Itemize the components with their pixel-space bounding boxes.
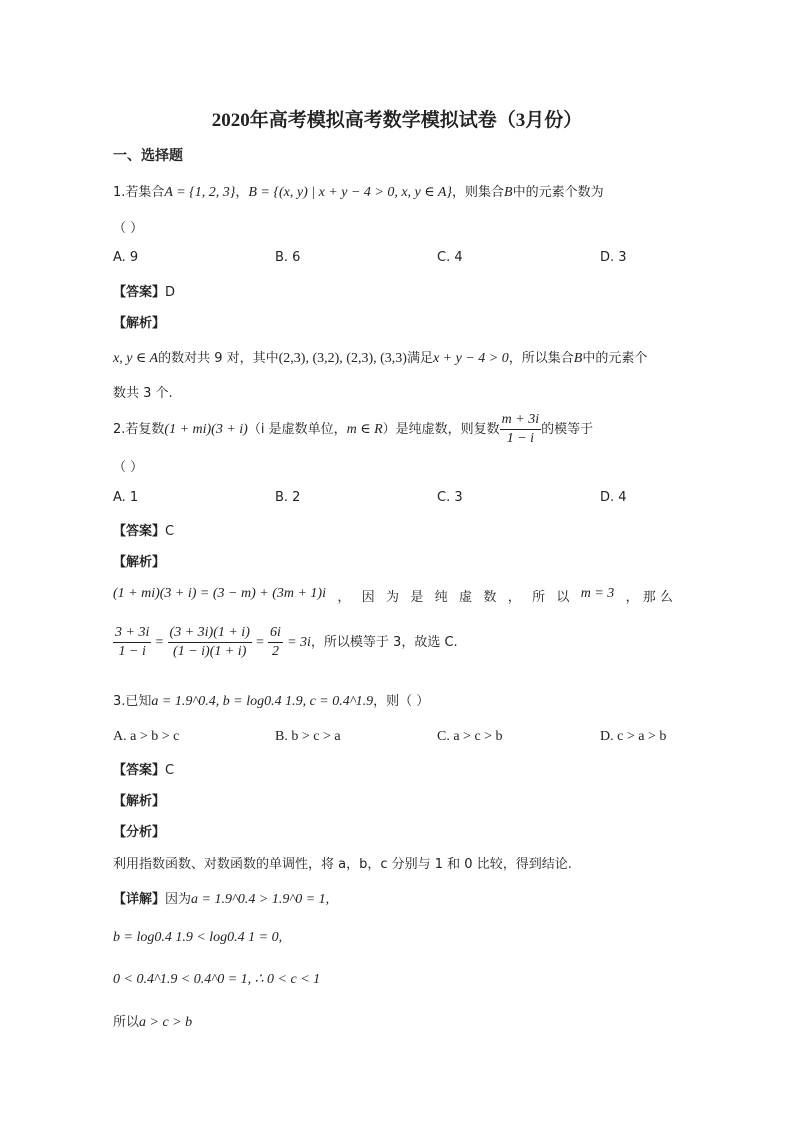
- q3-answer-value: C: [165, 763, 175, 778]
- q1-exp-d: 中的元素个: [582, 351, 648, 366]
- q1-explanation-line2: 数共 3 个.: [113, 386, 173, 401]
- q2-exp-word: 是: [410, 590, 424, 605]
- q3-option-d-text: D. c > a > b: [600, 729, 667, 744]
- q2-exp-word: ，: [507, 590, 521, 605]
- q3-option-b: [275, 729, 341, 745]
- q2-exp-word: 纯: [434, 590, 448, 605]
- q2-frac-num: m + 3i: [500, 411, 541, 430]
- q2-product: (1 + mi)(3 + i): [164, 422, 248, 437]
- q3-option-b-text: B. b > c > a: [275, 729, 341, 744]
- q2-explanation-line1: [113, 586, 673, 605]
- q2-exp-frac3: [268, 624, 283, 661]
- q1-option-d: D. 3: [600, 250, 627, 265]
- q3-detail-prefix: 因为: [165, 892, 192, 907]
- q2-exp-frac2-num: (3 + 3i)(1 + i): [168, 624, 252, 643]
- q1-exp-b: 满足: [406, 351, 433, 366]
- q1-prefix: 1.若集合: [113, 185, 165, 200]
- q2-exp-word: 为: [386, 590, 400, 605]
- page-title: 2020年高考模拟高考数学模拟试卷（3月份）: [211, 110, 583, 131]
- q3-detail-line4: [113, 1011, 192, 1031]
- q2-m-real: m ∈ R: [346, 422, 383, 437]
- q2-fraction: [500, 411, 541, 448]
- q2-explanation-line2: $\frac{3 + 3i}{1 - i}$ = $\frac{(3 + 3i)(1 + i)}{(1 - i)(1 + i)}$ = $\frac{6i}{2}$ = 3i，所以模等于 3，故选 C.: [115, 625, 458, 659]
- q3-prefix: 3.已知: [113, 694, 152, 709]
- q2-exp-result: = 3i: [287, 635, 311, 650]
- q3-suffix: ，则（ ）: [373, 694, 430, 709]
- q2-exp-frac1-num: 3 + 3i: [113, 624, 151, 643]
- q1-exp-math: x, y ∈ A: [113, 351, 159, 366]
- q1-answer: [113, 281, 175, 300]
- q2-exp-m-value: m = 3: [580, 586, 615, 601]
- q2-exp-frac1: [113, 624, 151, 661]
- q3-detail-line1: [113, 888, 329, 908]
- q3-option-d: [600, 729, 666, 745]
- q1-exp-pairs: (2,3), (3,2), (2,3), (3,3): [278, 351, 407, 366]
- q2-exp-word: 虚: [459, 590, 473, 605]
- q2-analysis-label: 【解析】: [113, 555, 166, 570]
- section-heading: 一、选择题: [113, 148, 183, 164]
- q1-set-b-ref: B: [504, 185, 513, 200]
- q1-suffix: ，则集合: [452, 185, 505, 200]
- q3-detail-math1: a = 1.9^0.4 > 1.9^0 = 1,: [191, 892, 330, 907]
- q2-option-c: C. 3: [437, 490, 463, 505]
- q2-exp-end: ， 那 么: [625, 590, 673, 605]
- q1-stem: [113, 181, 604, 201]
- q3-option-a: [113, 729, 179, 745]
- q3-analysis-label: 【解析】: [113, 794, 166, 809]
- q2-answer: [113, 520, 174, 539]
- detail-label: 【详解】: [113, 892, 166, 907]
- q3-answer: [113, 759, 174, 778]
- q2-exp-frac3-num: 6i: [268, 624, 283, 643]
- q3-detail-math3: 0 < 0.4^1.9 < 0.4^0 = 1, ∴ 0 < c < 1: [113, 972, 321, 987]
- q1-paren: （ ）: [113, 221, 144, 236]
- q1-exp-setb: B: [573, 351, 583, 366]
- q2-exp-expansion: (1 + mi)(3 + i) = (3 − m) + (3m + 1)i: [113, 586, 326, 601]
- q2-exp-frac1-den: 1 − i: [118, 644, 146, 659]
- q2-exp-frac3-den: 2: [271, 644, 279, 659]
- q1-exp-ineq: x + y − 4 > 0: [432, 351, 509, 366]
- q2-answer-value: C: [165, 524, 175, 539]
- q1-option-b: B. 6: [275, 250, 301, 265]
- answer-label: 【答案】: [113, 285, 166, 300]
- q2-mid: （i 是虚数单位，: [247, 422, 347, 437]
- q3-definitions: a = 1.9^0.4, b = log0.4 1.9, c = 0.4^1.9: [151, 694, 374, 709]
- q1-exp-c: ，所以集合: [508, 351, 574, 366]
- q2-paren: （ ）: [113, 460, 144, 475]
- q3-fenxi-text: 利用指数函数、对数函数的单调性，将 a，b，c 分别与 1 和 0 比较，得到结论.: [113, 857, 572, 872]
- q1-sep: ，: [235, 185, 249, 200]
- q2-exp-word: 所: [532, 590, 546, 605]
- q3-detail-conclusion: a > c > b: [139, 1015, 193, 1030]
- q2-exp-tail: ，所以模等于 3，故选 C.: [310, 635, 458, 650]
- q2-mid2: ）是纯虚数，则复数: [382, 422, 500, 437]
- q3-stem: [113, 690, 429, 710]
- q3-fenxi-label: 【分析】: [113, 825, 166, 840]
- q1-option-a: A. 9: [113, 250, 139, 265]
- q3-detail-line2: [113, 930, 282, 946]
- q1-suffix2: 中的元素个数为: [512, 185, 604, 200]
- q3-detail-line3: [113, 971, 320, 988]
- q3-option-c-text: C. a > c > b: [437, 729, 503, 744]
- q1-set-b: B = {(x, y) | x + y − 4 > 0, x, y ∈ A}: [248, 185, 453, 200]
- q2-prefix: 2.若复数: [113, 422, 165, 437]
- q2-exp-word: 以: [556, 590, 570, 605]
- q3-option-a-text: A. a > b > c: [113, 729, 180, 744]
- q2-exp-frac2-den: (1 − i)(1 + i): [173, 644, 247, 659]
- q2-option-d: D. 4: [600, 490, 627, 505]
- q1-set-a: A = {1, 2, 3}: [164, 185, 236, 200]
- q2-frac-den: 1 − i: [506, 431, 535, 446]
- answer-label: 【答案】: [113, 524, 166, 539]
- q3-detail-math2: b = log0.4 1.9 < log0.4 1 = 0,: [113, 930, 283, 945]
- q1-option-c: C. 4: [437, 250, 463, 265]
- q2-suffix: 的模等于: [541, 422, 594, 437]
- q1-analysis-label: 【解析】: [113, 316, 166, 331]
- q2-exp-frac2: [168, 624, 252, 661]
- q3-detail-conclusion-prefix: 所以: [113, 1015, 140, 1030]
- q2-stem: [113, 411, 593, 448]
- q2-exp-word: ，: [337, 590, 351, 605]
- q1-answer-value: D: [165, 285, 176, 300]
- q2-exp-word: 数: [483, 590, 497, 605]
- q2-exp-word: 因: [361, 590, 375, 605]
- q1-explanation-line1: [113, 347, 647, 367]
- q2-option-b: B. 2: [275, 490, 301, 505]
- q1-exp-a: 的数对共 9 对，其中: [158, 351, 279, 366]
- q2-option-a: A. 1: [113, 490, 139, 505]
- q3-option-c: [437, 729, 503, 745]
- answer-label: 【答案】: [113, 763, 166, 778]
